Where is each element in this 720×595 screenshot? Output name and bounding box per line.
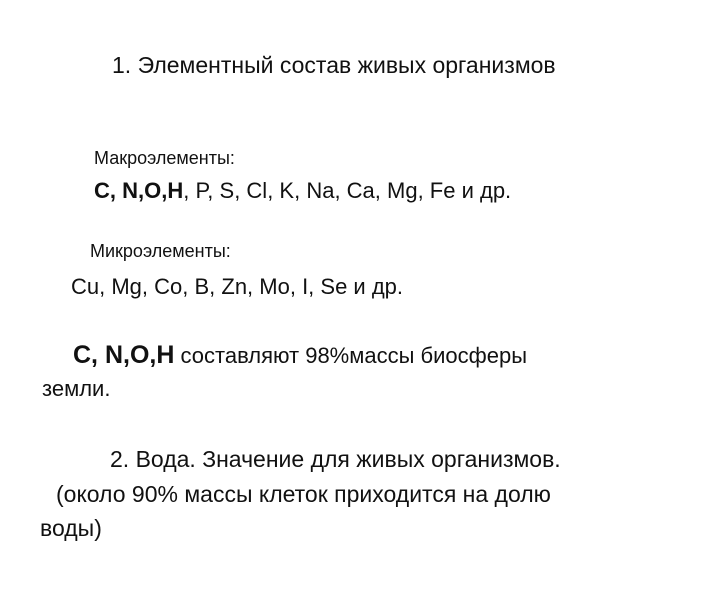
section-1-title: 1. Элементный состав живых организмов bbox=[112, 52, 556, 78]
biosphere-main-elements: C, N,O,H bbox=[73, 341, 175, 369]
section-2-title: 2. Вода. Значение для живых организмов. bbox=[110, 446, 561, 472]
biosphere-statement-continuation: земли. bbox=[42, 376, 111, 401]
macroelements-main-elements: C, N,O,H bbox=[94, 178, 184, 203]
biosphere-statement bbox=[73, 343, 527, 368]
macroelements-label: Макроэлементы: bbox=[94, 148, 235, 168]
macroelements-other-elements: , P, S, Cl, K, Na, Ca, Mg, Fe и др. bbox=[183, 178, 512, 203]
macroelements-list bbox=[94, 180, 511, 202]
water-note-line-1: (около 90% массы клеток приходится на долю bbox=[56, 481, 551, 507]
biosphere-statement-text: составляют 98%массы биосферы bbox=[174, 343, 528, 368]
water-note-line-2: воды) bbox=[40, 515, 102, 541]
microelements-list: Cu, Mg, Co, B, Zn, Mo, I, Se и др. bbox=[71, 274, 404, 299]
microelements-label: Микроэлементы: bbox=[90, 241, 231, 261]
